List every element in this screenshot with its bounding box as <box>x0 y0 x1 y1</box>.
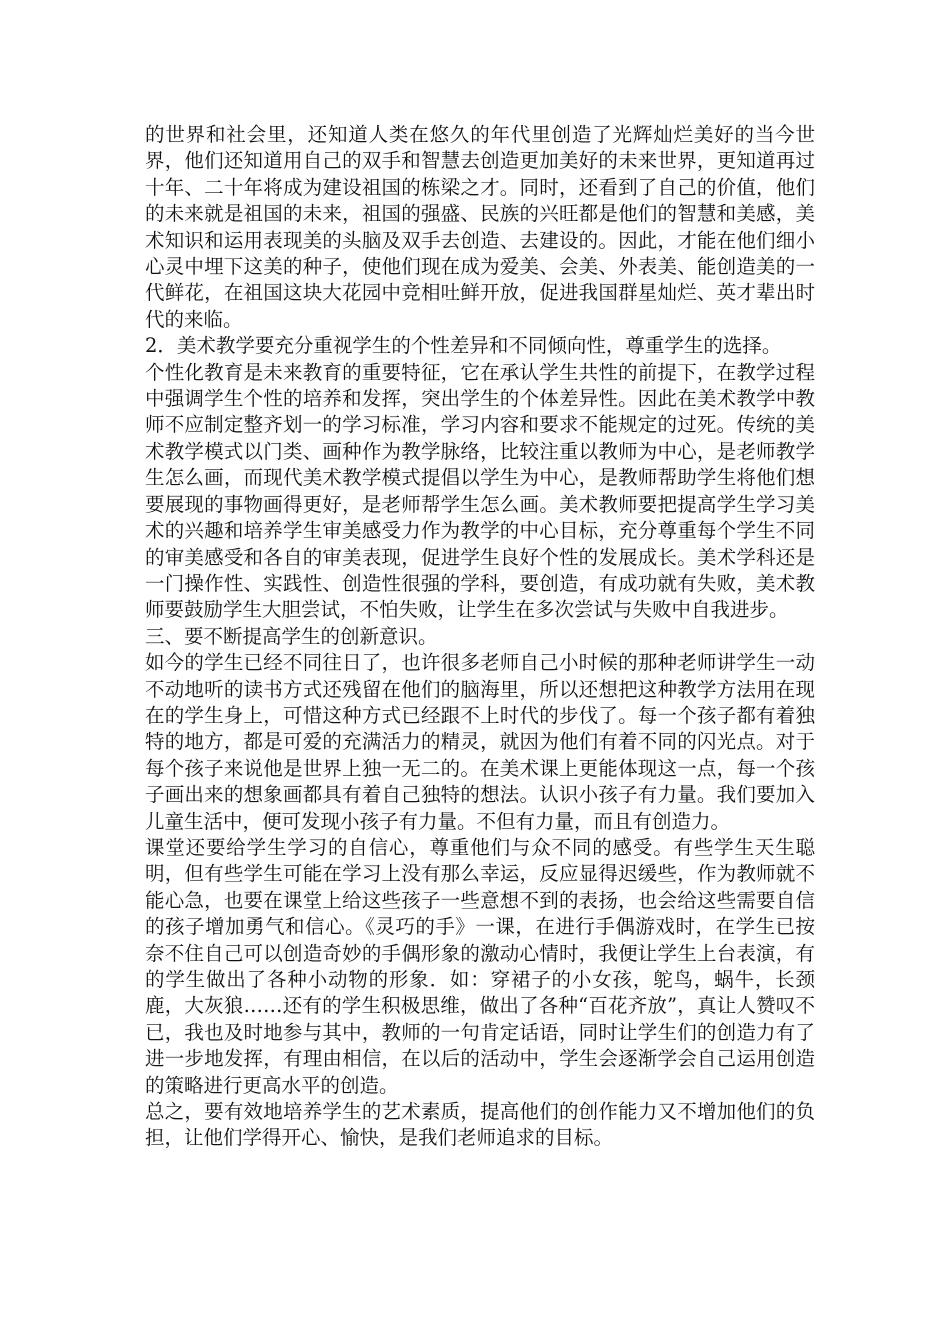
paragraph-confidence: 课堂还要给学生学习的自信心，尊重他们与众不同的感受。有些学生天生聪明，但有些学生可能在学习上没有那么幸运，反应显得迟缓些，作为教师就不能心急，也要在课堂上给这些孩子一些意想不到的表扬，也会给这些需要自信的孩子增加勇气和信心。《灵巧的手》一课，在进行手偶游戏时，在学生已按奈不住自己可以创造奇妙的手偶形象的激动心情时，我便让学生上台表演，有的学生做出了各种小动物的形象．如：穿裙子的小女孩，鸵鸟，蜗牛，长颈鹿，大灰狼……还有的学生积极思维，做出了各种“百花齐放”，真让人赞叹不已，我也及时地参与其中，教师的一句肯定话语，同时让学生们的创造力有了进一步地发挥，有理由相信，在以后的活动中，学生会逐渐学会自己运用创造的策略进行更高水平的创造。 <box>145 835 815 1097</box>
section-heading-3: 三、要不断提高学生的创新意识。 <box>145 624 438 648</box>
paragraph-continuation: 的世界和社会里，还知道人类在悠久的年代里创造了光辉灿烂美好的当今世界，他们还知道用自己的双手和智慧去创造更加美好的未来世界，更知道再过十年、二十年将成为建设祖国的栋梁之才。同时，还看到了自己的价值，他们的未来就是祖国的未来，祖国的强盛、民族的兴旺都是他们的智慧和美感，美术知识和运用表现美的头脑及双手去创造、去建设的。因此，才能在他们细小心灵中埋下这美的种子，使他们现在成为爱美、会美、外表美、能创造美的一代鲜花，在祖国这块大花园中竞相吐鲜开放，促进我国群星灿烂、英才辈出时代的来临。 <box>145 123 815 331</box>
paragraph-individualized-education: 个性化教育是未来教育的重要特征，它在承认学生共性的前提下，在教学过程中强调学生个性的培养和发挥，突出学生的个体差异性。因此在美术教学中教师不应制定整齐划一的学习标准，学习内容和要求不能规定的过死。传统的美术教学模式以门类、画种作为教学脉络，比较注重以教师为中心，是老师教学生怎么画，而现代美术教学模式提倡以学生为中心，是教师帮助学生将他们想要展现的事物画得更好，是老师帮学生怎么画。美术教师要把提高学生学习美术的兴趣和培养学生审美感受力作为教学的中心目标，充分尊重每个学生不同的审美感受和各自的审美表现，促进学生良好个性的发展成长。美术学科还是一门操作性、实践性、创造性很强的学科，要创造，有成功就有失败，美术教师要鼓励学生大胆尝试，不怕失败，让学生在多次尝试与失败中自我进步。 <box>145 360 815 622</box>
paragraph-students-today: 如今的学生已经不同往日了，也许很多老师自己小时候的那种老师讲学生一动不动地听的读书方式还残留在他们的脑海里，所以还想把这种教学方法用在现在的学生身上，可惜这种方式已经跟不上时代的步伐了。每一个孩子都有着独特的地方，都是可爱的充满活力的精灵，就因为他们有着不同的闪光点。对于每个孩子来说他是世界上独一无二的。在美术课上更能体现这一点，每一个孩子画出来的想象画都具有着自己独特的想法。认识小孩子有力量。我们要加入儿童生活中，便可发现小孩子有力量。不但有力量，而且有创造力。 <box>145 651 815 833</box>
document-body <box>145 122 815 1152</box>
paragraph-conclusion: 总之，要有效地培养学生的艺术素质，提高他们的创作能力又不增加他们的负担，让他们学得开心、愉快，是我们老师追求的目标。 <box>145 1100 815 1150</box>
section-heading-2: 2．美术教学要充分重视学生的个性差异和不同倾向性，尊重学生的选择。 <box>145 334 782 358</box>
